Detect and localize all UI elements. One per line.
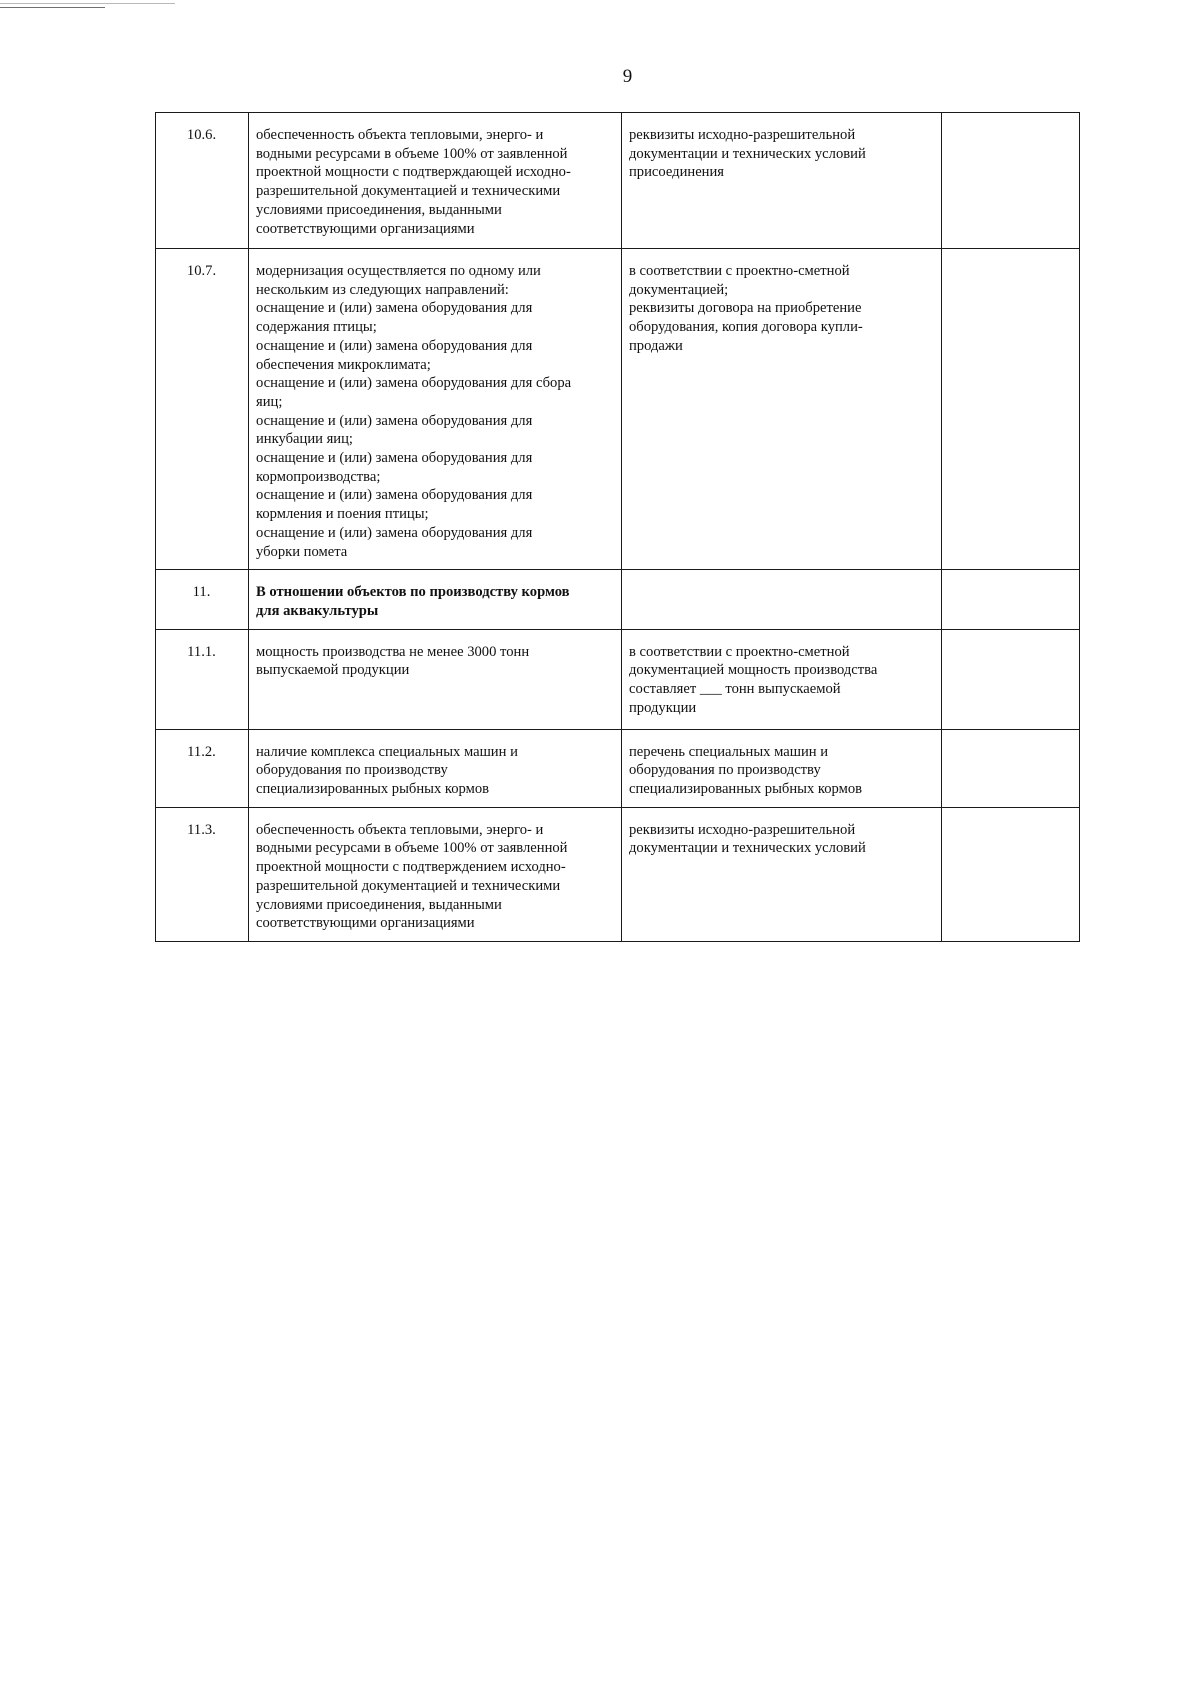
- documents-cell: [622, 807, 942, 941]
- empty-cell: [942, 249, 1080, 570]
- criterion-cell: [249, 113, 622, 249]
- criterion-text: оснащение и (или) замена оборудования для сбора: [256, 375, 572, 392]
- documents-text: в соответствии с проектно-сметной: [629, 643, 850, 660]
- criterion-text: оснащение и (или) замена оборудования для: [256, 524, 533, 541]
- table-row: [156, 807, 1080, 941]
- criterion-text: оборудования по производству: [256, 762, 448, 779]
- documents-text: документации и технических условий: [629, 145, 866, 162]
- documents-text: составляет ___ тонн выпускаемой: [629, 681, 841, 698]
- criterion-text: оснащение и (или) замена оборудования для: [256, 300, 533, 317]
- scan-artifact-line: [0, 7, 105, 8]
- criterion-text: разрешительной документацией и техническими: [256, 183, 561, 200]
- criterion-text: наличие комплекса специальных машин и: [256, 743, 518, 760]
- empty-cell: [942, 113, 1080, 249]
- criterion-text: модернизация осуществляется по одному или: [256, 263, 541, 279]
- empty-cell: [942, 629, 1080, 729]
- criterion-text: проектной мощности с подтверждающей исходно-: [256, 164, 571, 181]
- table-row: [156, 629, 1080, 729]
- empty-cell: [622, 570, 942, 629]
- criterion-cell: [249, 629, 622, 729]
- table-row: [156, 249, 1080, 570]
- documents-cell: [622, 729, 942, 807]
- criterion-text: нескольким из следующих направлений:: [256, 281, 509, 298]
- documents-text: перечень специальных машин и: [629, 743, 829, 760]
- documents-text: в соответствии с проектно-сметной: [629, 263, 850, 279]
- criterion-text: оснащение и (или) замена оборудования для: [256, 450, 533, 467]
- criterion-text: выпускаемой продукции: [256, 662, 410, 679]
- criterion-cell: [249, 249, 622, 570]
- table-row: [156, 570, 1080, 629]
- scan-artifact-line: [0, 3, 175, 4]
- documents-text: оборудования по производству: [629, 762, 821, 779]
- documents-cell: [622, 629, 942, 729]
- criterion-cell: [249, 729, 622, 807]
- criterion-text: специализированных рыбных кормов: [256, 781, 490, 798]
- criterion-cell: [249, 807, 622, 941]
- documents-text: документацией;: [629, 281, 729, 298]
- documents-text: продажи: [629, 337, 683, 354]
- documents-text: реквизиты исходно-разрешительной: [629, 821, 856, 838]
- documents-text: документацией мощность производства: [629, 662, 878, 679]
- criterion-text: содержания птицы;: [256, 319, 377, 336]
- row-number: 10.7.: [156, 249, 249, 570]
- empty-cell: [942, 807, 1080, 941]
- criterion-text: проектной мощности с подтверждением исходно-: [256, 859, 566, 876]
- criterion-text: оснащение и (или) замена оборудования для: [256, 337, 533, 354]
- row-number: 11.: [156, 570, 249, 629]
- documents-cell: [622, 113, 942, 249]
- criterion-text: оснащение и (или) замена оборудования для: [256, 487, 533, 504]
- empty-cell: [942, 729, 1080, 807]
- page-number: 9: [622, 66, 633, 87]
- row-number: 11.1.: [156, 629, 249, 729]
- documents-text: реквизиты договора на приобретение: [629, 300, 862, 317]
- documents-cell: [622, 249, 942, 570]
- documents-text: реквизиты исходно-разрешительной: [629, 127, 856, 143]
- criterion-text: соответствующими организациями: [256, 915, 475, 932]
- criterion-text: водными ресурсами в объеме 100% от заявленной: [256, 145, 568, 162]
- section-heading: для аквакультуры: [256, 602, 379, 619]
- criteria-table: [155, 112, 1080, 942]
- documents-text: документации и технических условий: [629, 840, 866, 857]
- criterion-text: обеспечения микроклимата;: [256, 356, 431, 373]
- criterion-text: условиями присоединения, выданными: [256, 896, 502, 913]
- criterion-text: уборки помета: [256, 543, 348, 560]
- section-heading-cell: [249, 570, 622, 629]
- row-number: 11.3.: [156, 807, 249, 941]
- criterion-text: обеспеченность объекта тепловыми, энерго- и: [256, 127, 544, 143]
- criterion-text: мощность производства не менее 3000 тонн: [256, 643, 530, 660]
- table-row: [156, 729, 1080, 807]
- row-number: 10.6.: [156, 113, 249, 249]
- table-row: [156, 113, 1080, 249]
- documents-text: продукции: [629, 699, 697, 716]
- documents-text: оборудования, копия договора купли-: [629, 319, 863, 336]
- criterion-text: яиц;: [256, 393, 283, 410]
- empty-cell: [942, 570, 1080, 629]
- row-number: 11.2.: [156, 729, 249, 807]
- criterion-text: водными ресурсами в объеме 100% от заявленной: [256, 840, 568, 857]
- criterion-text: кормопроизводства;: [256, 468, 381, 485]
- criterion-text: оснащение и (или) замена оборудования для: [256, 412, 533, 429]
- criterion-text: условиями присоединения, выданными: [256, 201, 502, 218]
- criterion-text: кормления и поения птицы;: [256, 506, 429, 523]
- criterion-text: обеспеченность объекта тепловыми, энерго- и: [256, 821, 544, 838]
- criterion-text: инкубации яиц;: [256, 431, 353, 448]
- documents-text: специализированных рыбных кормов: [629, 781, 863, 798]
- criterion-text: разрешительной документацией и техническими: [256, 877, 561, 894]
- section-heading: В отношении объектов по производству кормов: [256, 584, 570, 601]
- criterion-text: соответствующими организациями: [256, 220, 475, 237]
- documents-text: присоединения: [629, 164, 725, 181]
